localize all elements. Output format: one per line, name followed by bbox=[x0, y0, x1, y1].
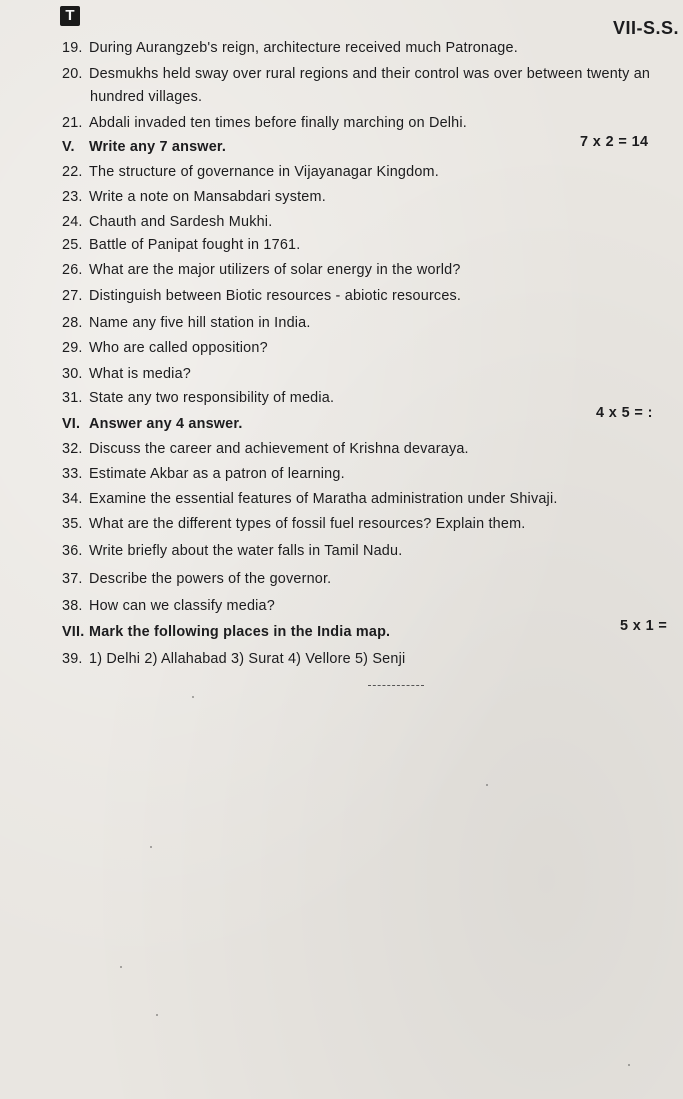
question-21 bbox=[62, 115, 467, 131]
question-23 bbox=[62, 189, 326, 205]
question-26 bbox=[62, 262, 461, 278]
question-number: 32. bbox=[62, 441, 83, 457]
question-27 bbox=[62, 288, 461, 304]
paper-speck bbox=[628, 1064, 630, 1066]
question-number: 37. bbox=[62, 571, 83, 587]
question-text: Who are called opposition? bbox=[89, 340, 268, 356]
question-number: 27. bbox=[62, 288, 83, 304]
question-number: 36. bbox=[62, 543, 83, 559]
end-divider bbox=[368, 685, 424, 686]
question-number: 21. bbox=[62, 115, 83, 131]
question-text: Abdali invaded ten times before finally marching on Delhi. bbox=[89, 115, 467, 131]
question-number: 25. bbox=[62, 237, 83, 253]
question-number: 19. bbox=[62, 40, 83, 56]
question-25 bbox=[62, 237, 300, 253]
question-number: 34. bbox=[62, 491, 83, 507]
question-number: 33. bbox=[62, 466, 83, 482]
question-text: Estimate Akbar as a patron of learning. bbox=[89, 466, 345, 482]
question-text: Discuss the career and achievement of Krishna devaraya. bbox=[89, 441, 469, 457]
class-subject-code: VII-S.S. bbox=[612, 18, 679, 38]
paper-speck bbox=[192, 696, 194, 698]
section-vii-marks: 5 x 1 = bbox=[620, 618, 668, 634]
question-30 bbox=[62, 366, 191, 382]
question-number: 29. bbox=[62, 340, 83, 356]
question-20 bbox=[62, 66, 650, 82]
question-number: 38. bbox=[62, 598, 83, 614]
question-number: 23. bbox=[62, 189, 83, 205]
question-39 bbox=[62, 651, 405, 667]
question-text: What are the major utilizers of solar energy in the world? bbox=[89, 262, 461, 278]
question-31 bbox=[62, 390, 334, 406]
question-number: 24. bbox=[62, 214, 83, 230]
page-badge: T bbox=[60, 6, 80, 26]
section-instruction: Write any 7 answer. bbox=[89, 139, 227, 155]
section-v-heading bbox=[62, 139, 226, 155]
question-text: Chauth and Sardesh Mukhi. bbox=[89, 214, 273, 230]
paper-speck bbox=[150, 846, 152, 848]
question-text: Distinguish between Biotic resources - abiotic resources. bbox=[89, 288, 462, 304]
question-text: How can we classify media? bbox=[89, 598, 275, 614]
section-instruction: Answer any 4 answer. bbox=[89, 416, 243, 432]
section-vi-marks: 4 x 5 = : bbox=[596, 405, 653, 421]
question-text: Examine the essential features of Maratha administration under Shivaji. bbox=[89, 491, 558, 507]
question-text: Desmukhs held sway over rural regions and their control was over between twenty an bbox=[89, 66, 651, 82]
question-35 bbox=[62, 516, 525, 532]
question-text: Describe the powers of the governor. bbox=[89, 571, 332, 587]
question-number: 28. bbox=[62, 315, 83, 331]
question-text: The structure of governance in Vijayanagar Kingdom. bbox=[89, 164, 439, 180]
question-32 bbox=[62, 441, 469, 457]
question-38 bbox=[62, 598, 275, 614]
question-text: Battle of Panipat fought in 1761. bbox=[89, 237, 301, 253]
question-text: What is media? bbox=[89, 366, 191, 382]
question-number: 26. bbox=[62, 262, 83, 278]
question-text: Write a note on Mansabdari system. bbox=[89, 189, 326, 205]
question-34 bbox=[62, 491, 558, 507]
question-19 bbox=[62, 40, 518, 56]
section-instruction: Mark the following places in the India map. bbox=[89, 624, 391, 640]
paper-speck bbox=[156, 1014, 158, 1016]
question-text: 1) Delhi 2) Allahabad 3) Surat 4) Vellore 5) Senji bbox=[89, 651, 406, 667]
question-37 bbox=[62, 571, 331, 587]
question-24 bbox=[62, 214, 272, 230]
question-20-continuation: hundred villages. bbox=[90, 89, 203, 105]
paper-speck bbox=[120, 966, 122, 968]
paper-speck bbox=[486, 784, 488, 786]
question-28 bbox=[62, 315, 311, 331]
question-29 bbox=[62, 340, 268, 356]
question-text: State any two responsibility of media. bbox=[89, 390, 335, 406]
question-number: 22. bbox=[62, 164, 83, 180]
question-33 bbox=[62, 466, 345, 482]
question-text: What are the different types of fossil fuel resources? Explain them. bbox=[89, 516, 526, 532]
question-number: 31. bbox=[62, 390, 83, 406]
section-vii-heading bbox=[62, 624, 390, 640]
section-number: V. bbox=[62, 139, 75, 155]
section-number: VI. bbox=[62, 416, 81, 432]
question-text: Write briefly about the water falls in Tamil Nadu. bbox=[89, 543, 403, 559]
question-text: Name any five hill station in India. bbox=[89, 315, 311, 331]
section-v-marks: 7 x 2 = 14 bbox=[580, 134, 649, 150]
question-number: 20. bbox=[62, 66, 83, 82]
question-22 bbox=[62, 164, 439, 180]
question-number: 30. bbox=[62, 366, 83, 382]
question-36 bbox=[62, 543, 402, 559]
question-number: 35. bbox=[62, 516, 83, 532]
question-text: During Aurangzeb's reign, architecture received much Patronage. bbox=[89, 40, 518, 56]
question-number: 39. bbox=[62, 651, 83, 667]
section-number: VII. bbox=[62, 624, 85, 640]
section-vi-heading bbox=[62, 416, 243, 432]
